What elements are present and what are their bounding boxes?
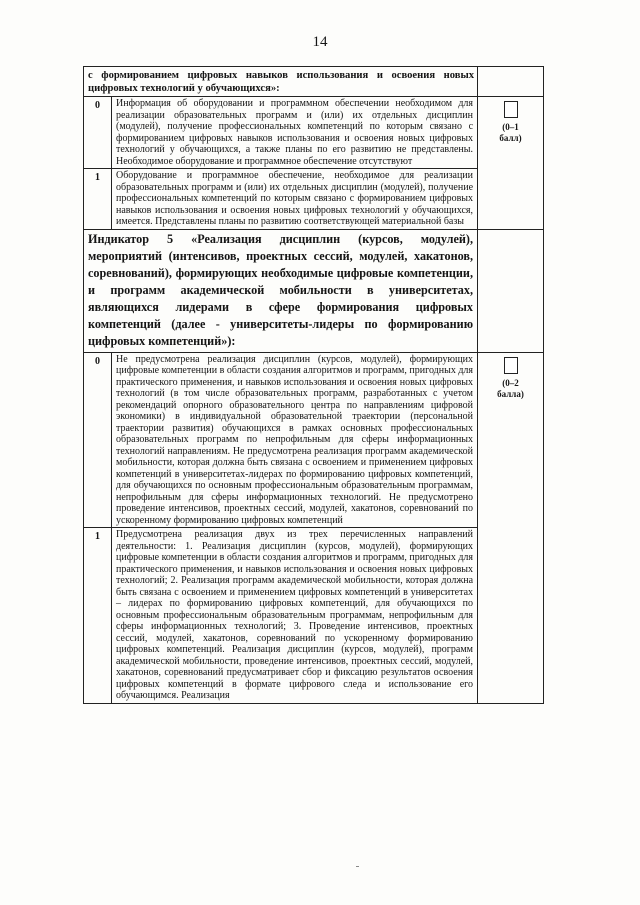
indicator-4-title-mark-cell — [478, 67, 544, 97]
score-value: 0 — [95, 100, 100, 111]
indicator-5-row-1 — [84, 528, 544, 704]
score-cell — [84, 169, 112, 230]
indicator-4-row-1 — [84, 169, 544, 230]
score-description: Не предусмотрена реализация дисциплин (курсов, модулей), формирующих цифровые компетенции в области создания алгоритмов и программ, пригодных для практического применения, и навыков использования и освоения новых цифровых технологий (в том числе образовательных программ, разработанных с учетом рекомендаций опорного образовательного центра по направлениям цифровой экономики) в индивидуальной образовательной траектории (персональной траектории развития) обучающихся в рамках основных профессиональных образовательных программ по непрофильным для сферы информационных технологий направлениям. Не предусмотрена реализация программ академической мобильности, которая должна быть связана с освоением и применением цифровых компетенций в университетах-лидерах по формированию цифровых компетенций, для обучающихся по основным профессиональным образовательным программам, непрофильным для сферы информационных технологий. Не предусмотрено проведение интенсивов, проектных сессий, модулей, хакатонов, соревнований по ускоренному формированию цифровых компетенций — [116, 353, 474, 526]
description-cell — [112, 169, 478, 230]
indicator-5-title-cell — [84, 229, 478, 352]
criteria-table — [83, 66, 544, 704]
indicator-4-row-0 — [84, 97, 544, 169]
score-checkbox[interactable] — [504, 101, 518, 118]
score-value: 0 — [95, 355, 100, 367]
score-description: Информация об оборудовании и программном обеспечении необходимом для реализации образовательных программ и (или) их отдельных дисциплин (модулей), получение профессиональных компетенций по которым связано с формированием цифровых навыков использования и освоения новых цифровых технологий у обучающихся, а также планы по его развитию не представлены. Необходимое оборудование и программное обеспечение отсутствуют — [116, 98, 474, 167]
indicator-4-mark-cell — [478, 97, 544, 230]
description-cell — [112, 352, 478, 528]
score-cell — [84, 352, 112, 528]
page-number: 14 — [312, 34, 328, 50]
score-cell — [84, 97, 112, 169]
description-cell — [112, 97, 478, 169]
indicator-5-title: Индикатор 5 «Реализация дисциплин (курсов, модулей), мероприятий (интенсивов, проектных сессий, модулей, хакатонов, соревнований), формирующих необходимые цифровые компетенции, и программ академической мобильности в университетах, являющихся лидерами в сфере формирования цифровых компетенций (далее - университеты-лидеры по формированию цифровых компетенций»): — [88, 231, 474, 348]
indicator-4-title-cell — [84, 67, 478, 97]
indicator-4-title-row — [84, 67, 544, 97]
indicator-5-title-row — [84, 229, 544, 352]
score-description: Оборудование и программное обеспечение, необходимое для реализации образовательных программ и (или) их отдельных дисциплин (модулей), получение профессиональных компетенций по которым связано с формированием цифровых навыков использования и освоения новых цифровых технологий у обучающихся, имеется. Представлены планы по развитию соответствующей материальной базы — [116, 170, 474, 227]
score-range-label: (0–1 балл) — [499, 122, 522, 143]
score-range-label: (0–2 балла) — [497, 377, 524, 399]
indicator-5-row-0 — [84, 352, 544, 528]
page-mark — [356, 866, 359, 867]
indicator-5-title-mark-cell — [478, 229, 544, 352]
score-description: Предусмотрена реализация двух из трех перечисленных направлений деятельности: 1. Реализация дисциплин (курсов, модулей), формирующих цифровые компетенции в области создания алгоритмов и программ, пригодных для практического применения, и навыков использования и освоения новых цифровых технологий; 2. Реализация программ академической мобильности, которая должна быть связана с освоением и применением цифровых компетенций в университетах – лидерах по формированию цифровых компетенций, для обучающихся по основным профессиональным образовательным программам, непрофильным для сферы информационных технологий; 3. Проведение интенсивов, проектных сессий, модулей, хакатонов, соревнований по ускоренному формированию цифровых компетенций. Реализация дисциплин (курсов, модулей), программ академической мобильности, проведение интенсивов, проектных сессий, модулей, хакатонов, соревнований предусматривает сбор и фиксацию результатов освоения цифровых компетенций в формате цифрового следа и использование его обучающимся. Реализация — [116, 529, 474, 701]
indicator-5-mark-cell — [478, 352, 544, 703]
description-cell — [112, 528, 478, 704]
score-checkbox[interactable] — [504, 357, 518, 374]
score-value: 1 — [95, 531, 100, 542]
score-cell — [84, 528, 112, 704]
score-value: 1 — [95, 172, 100, 183]
indicator-4-title-continuation: с формированием цифровых навыков использования и освоения новых цифровых технологий у обучающихся»: — [88, 70, 475, 94]
